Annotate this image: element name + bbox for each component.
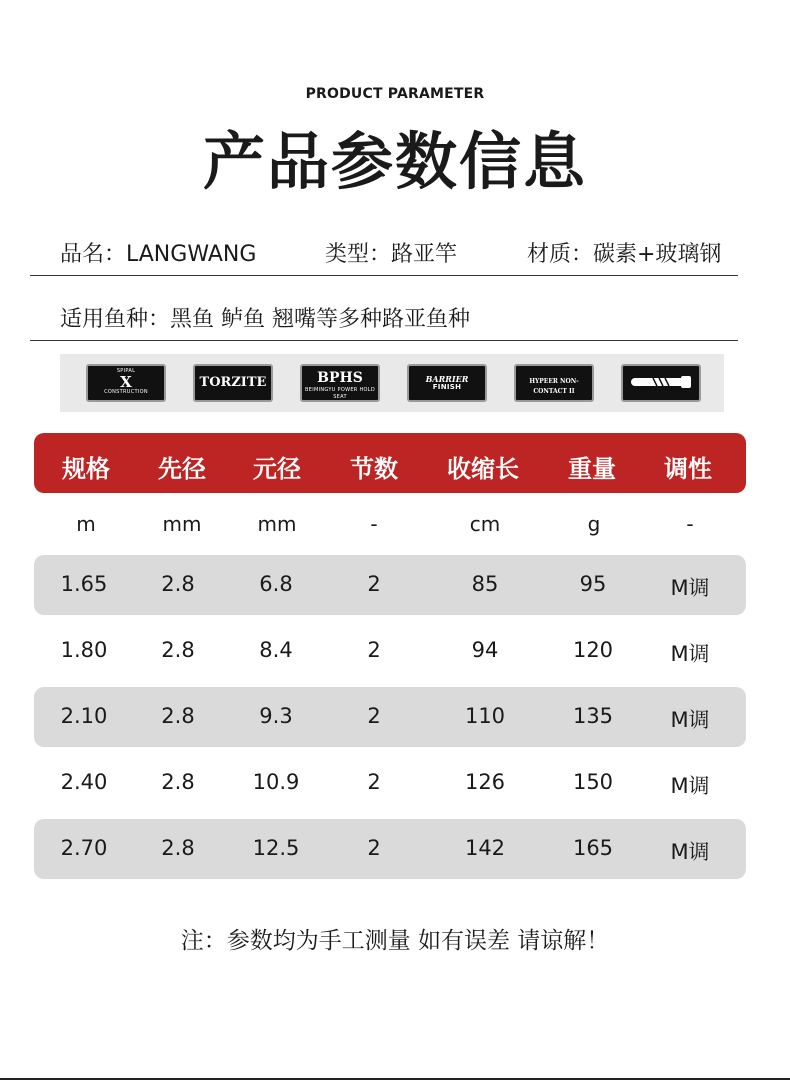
- table-cell: 2.8: [161, 836, 195, 860]
- table-cell: M调: [670, 840, 710, 864]
- badge-text: X: [120, 373, 132, 391]
- table-cell: 2: [367, 704, 381, 728]
- unit-cell: -: [370, 512, 378, 536]
- badge-top-text: SPIPAL: [116, 368, 136, 374]
- badge-sub-text: BEIMINGYU POWER HOLD SEAT: [305, 387, 375, 400]
- table-cell: 150: [572, 770, 614, 794]
- unit-cell: cm: [469, 512, 501, 536]
- table-row: [34, 621, 746, 681]
- page-title: 产品参数信息: [202, 125, 587, 198]
- table-cell: 142: [464, 836, 506, 860]
- table-cell: 2: [367, 572, 381, 596]
- col-header-closed-length: 收缩长: [447, 455, 519, 483]
- info-row-species: [30, 290, 738, 341]
- table-cell: M调: [670, 774, 710, 798]
- unit-cell: mm: [257, 512, 297, 536]
- hypeer-non-contact-icon: [514, 364, 594, 402]
- col-header-tip-diameter: 先径: [158, 455, 206, 483]
- table-cell: 2.70: [60, 836, 108, 860]
- table-cell: 2: [367, 836, 381, 860]
- col-header-length: 规格: [62, 455, 110, 483]
- table-header: [34, 433, 746, 493]
- product-name: 品名：LANGWANG: [60, 242, 257, 267]
- badge-text: BARRIER: [425, 374, 469, 384]
- table-cell: 2.8: [161, 638, 195, 662]
- table-cell: 12.5: [252, 836, 300, 860]
- table-cell: 2.8: [161, 704, 195, 728]
- table-row: [34, 753, 746, 813]
- badge-text: BPHS: [317, 370, 363, 386]
- badge-sub-text: CONSTRUCTION: [104, 389, 148, 395]
- col-header-butt-diameter: 元径: [253, 455, 301, 483]
- table-cell: M调: [670, 642, 710, 666]
- measurement-note: 注：参数均为手工测量 如有误差 请谅解！: [180, 928, 610, 954]
- table-cell: M调: [670, 708, 710, 732]
- table-units-row: [34, 508, 746, 538]
- unit-cell: -: [686, 512, 694, 536]
- table-row: [34, 819, 746, 879]
- badge-text: TORZITE: [199, 375, 267, 390]
- table-cell: 110: [464, 704, 506, 728]
- page-subtitle: PRODUCT PARAMETER: [305, 86, 485, 102]
- feature-badges: [60, 354, 724, 412]
- table-cell: 165: [572, 836, 614, 860]
- unit-cell: g: [587, 512, 601, 536]
- table-cell: 2.8: [161, 770, 195, 794]
- table-cell: 1.80: [60, 638, 108, 662]
- product-material: 材质：碳素+玻璃钢: [527, 242, 722, 267]
- table-row: [34, 555, 746, 615]
- table-cell: 1.65: [60, 572, 108, 596]
- table-cell: 85: [471, 572, 499, 596]
- badge-sub-text: FINISH: [432, 383, 462, 391]
- table-cell: 2.10: [60, 704, 108, 728]
- table-cell: 126: [464, 770, 506, 794]
- spipal-x-icon: [86, 364, 166, 402]
- handle-icon: [621, 364, 701, 402]
- info-row-basic: [30, 225, 738, 276]
- table-cell: 2: [367, 770, 381, 794]
- torzite-icon: [193, 364, 273, 402]
- table-cell: 6.8: [259, 572, 293, 596]
- badge-text: HYPEER NON-CONTACT II: [529, 378, 579, 395]
- bphs-icon: [300, 364, 380, 402]
- table-cell: 2.8: [161, 572, 195, 596]
- col-header-weight: 重量: [568, 455, 616, 483]
- barrier-finish-icon: [407, 364, 487, 402]
- col-header-action: 调性: [664, 455, 712, 483]
- table-cell: 2: [367, 638, 381, 662]
- table-cell: 10.9: [252, 770, 300, 794]
- product-type: 类型：路亚竿: [325, 242, 458, 267]
- table-cell: 120: [572, 638, 614, 662]
- bottom-divider: [0, 1078, 790, 1080]
- table-cell: 2.40: [60, 770, 108, 794]
- table-row: [34, 687, 746, 747]
- table-cell: 9.3: [259, 704, 293, 728]
- table-cell: 95: [579, 572, 607, 596]
- unit-cell: m: [76, 512, 96, 536]
- unit-cell: mm: [162, 512, 202, 536]
- target-species: 适用鱼种：黑鱼 鲈鱼 翘嘴等多种路亚鱼种: [60, 307, 470, 332]
- table-cell: M调: [670, 576, 710, 600]
- table-cell: 94: [471, 638, 499, 662]
- table-cell: 135: [572, 704, 614, 728]
- col-header-sections: 节数: [350, 455, 398, 483]
- table-cell: 8.4: [259, 638, 293, 662]
